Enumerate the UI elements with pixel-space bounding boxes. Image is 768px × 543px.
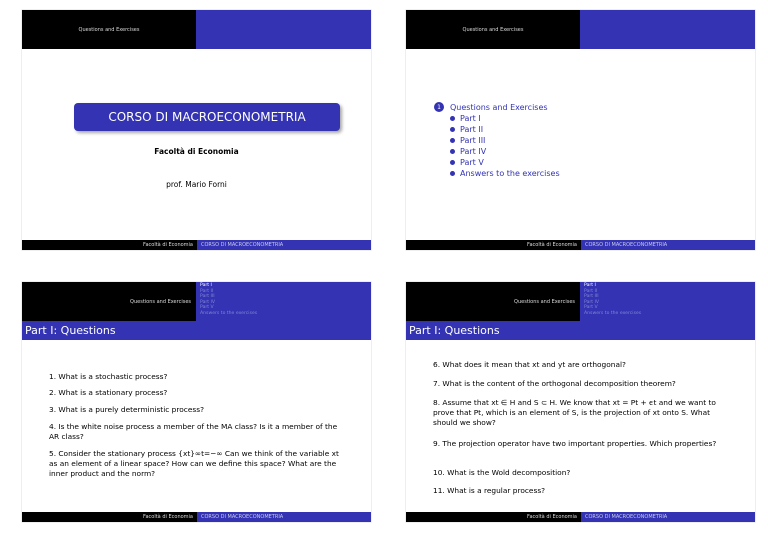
question-item: 9. The projection operator have two important properties. Which properties?: [433, 439, 717, 448]
question-item: 8. Assume that xt ∈ H and S ⊂ H. We know that xt = Pt + ϵt and we want to prove that Pt, which is an element of S, is the projection of xt onto S. What should we show?: [433, 398, 716, 427]
nav-section-label[interactable]: Questions and Exercises: [22, 282, 196, 321]
nav-item-part-5[interactable]: Part V: [200, 305, 214, 311]
nav-item-part-5[interactable]: Part V: [584, 305, 598, 311]
slide-footer: [22, 240, 371, 250]
footer-institute: Facoltà di Economia: [406, 240, 581, 250]
nav-item-part-4[interactable]: Part IV: [584, 299, 600, 305]
slide-title: [22, 10, 371, 250]
question-item: 2. What is a stationary process?: [49, 388, 168, 397]
author: prof. Mario Forni: [166, 180, 227, 189]
header-blue-band: [196, 10, 371, 49]
question-item: 11. What is a regular process?: [433, 486, 546, 495]
navigation-header: [22, 282, 371, 321]
outline-subsection[interactable]: Part V: [450, 158, 560, 167]
nav-item-answers[interactable]: Answers to the exercises: [200, 310, 258, 316]
bullet-icon: [450, 171, 455, 176]
bullet-icon: [450, 149, 455, 154]
nav-item-part-2[interactable]: Part II: [584, 288, 598, 294]
nav-item-part-1[interactable]: Part I: [584, 283, 596, 288]
bullet-icon: [450, 116, 455, 121]
nav-item-part-2[interactable]: Part II: [200, 288, 214, 294]
footer-title: CORSO DI MACROECONOMETRIA: [197, 240, 371, 250]
header-section-label: Questions and Exercises: [22, 10, 196, 49]
header-section-label: Questions and Exercises: [406, 10, 580, 49]
nav-subsection-list: [580, 282, 755, 321]
slide-questions-1: [22, 282, 371, 522]
slide-header: [406, 10, 755, 49]
frame-title: Part I: Questions: [22, 321, 371, 340]
outline-subsection[interactable]: Part I: [450, 114, 560, 123]
outline-list: [434, 102, 560, 178]
frame-title: Part I: Questions: [406, 321, 755, 340]
nav-item-answers[interactable]: Answers to the exercises: [584, 310, 642, 316]
question-item: 5. Consider the stationary process {xt}∞t=−∞ Can we think of the variable xt as an element of a linear space? How can we define this space? What are the inner product and the norm?: [49, 449, 339, 478]
institute: Facoltà di Economia: [154, 147, 239, 156]
question-item: 1. What is a stochastic process?: [49, 372, 168, 381]
section-title: Questions and Exercises: [450, 102, 548, 112]
slide-footer: [22, 512, 371, 522]
bullet-icon: [450, 127, 455, 132]
outline-subsection[interactable]: Answers to the exercises: [450, 169, 560, 178]
footer-title: CORSO DI MACROECONOMETRIA: [581, 512, 755, 522]
header-blue-band: [580, 10, 755, 49]
slide-footer: [406, 512, 755, 522]
nav-subsection-list: [196, 282, 371, 321]
footer-title: CORSO DI MACROECONOMETRIA: [581, 240, 755, 250]
presentation-title: CORSO DI MACROECONOMETRIA: [74, 103, 340, 131]
nav-item-part-3[interactable]: Part III: [584, 294, 599, 300]
footer-title: CORSO DI MACROECONOMETRIA: [197, 512, 371, 522]
outline-subsection[interactable]: Part II: [450, 125, 560, 134]
question-item: 10. What is the Wold decomposition?: [433, 468, 571, 477]
footer-institute: Facoltà di Economia: [22, 240, 197, 250]
question-item: 3. What is a purely deterministic process?: [49, 405, 204, 414]
question-item: 7. What is the content of the orthogonal decomposition theorem?: [433, 379, 676, 388]
bullet-icon: [450, 160, 455, 165]
nav-item-part-3[interactable]: Part III: [200, 294, 215, 300]
slide-outline: [406, 10, 755, 250]
slide-questions-2: [406, 282, 755, 522]
slide-header: [22, 10, 371, 49]
slide-footer: [406, 240, 755, 250]
question-item: 4. Is the white noise process a member of the MA class? Is it a member of the AR class?: [49, 422, 338, 441]
bullet-icon: [450, 138, 455, 143]
nav-item-part-1[interactable]: Part I: [200, 283, 212, 288]
nav-item-part-4[interactable]: Part IV: [200, 299, 216, 305]
question-item: 6. What does it mean that xt and yt are orthogonal?: [433, 360, 626, 369]
outline-subsection[interactable]: Part IV: [450, 147, 560, 156]
section-number-badge: 1: [434, 102, 444, 112]
footer-institute: Facoltà di Economia: [406, 512, 581, 522]
outline-subsection[interactable]: Part III: [450, 136, 560, 145]
navigation-header: [406, 282, 755, 321]
footer-institute: Facoltà di Economia: [22, 512, 197, 522]
nav-section-label[interactable]: Questions and Exercises: [406, 282, 580, 321]
outline-section[interactable]: [434, 102, 560, 112]
